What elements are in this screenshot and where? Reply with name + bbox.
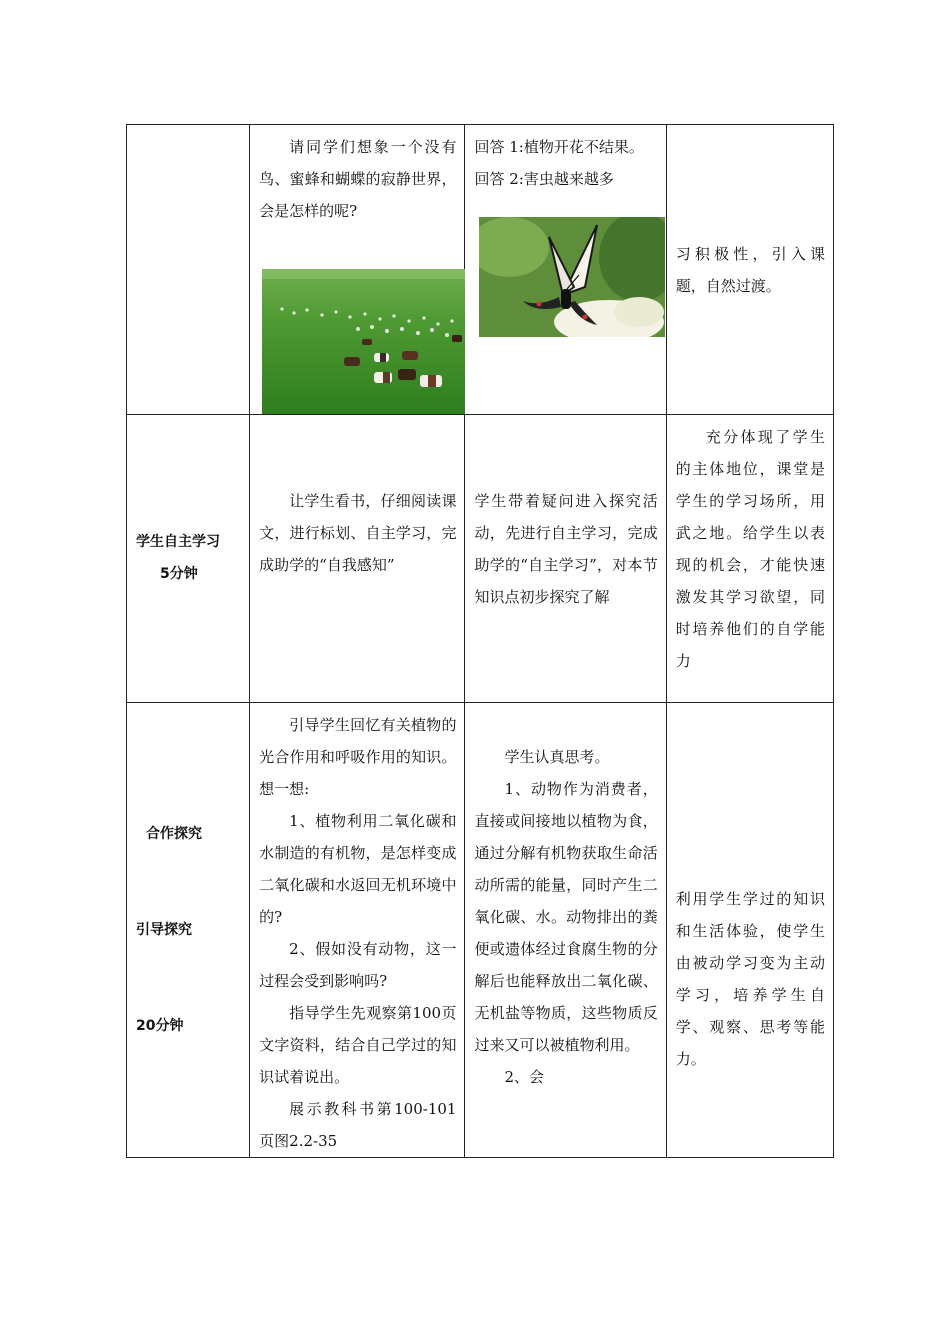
design-intent-cell bbox=[666, 125, 833, 415]
table-row bbox=[127, 125, 834, 415]
stage-duration: 5分钟 bbox=[160, 566, 198, 582]
teacher-text: 引导学生回忆有关植物的光合作用和呼吸作用的知识。想一想: bbox=[259, 716, 457, 798]
teacher-text: 让学生看书，仔细阅读课文，进行标划、自主学习，完成助学的“自我感知” bbox=[259, 492, 457, 574]
teacher-activity-cell bbox=[250, 125, 465, 415]
teacher-text: 展示教科书第100-101页图2.2-35 bbox=[259, 1100, 457, 1150]
teacher-activity-cell bbox=[250, 415, 465, 703]
student-text: 回答 1:植物开花不结果。 bbox=[474, 138, 644, 156]
stage-label: 合作探究 bbox=[146, 826, 202, 842]
teacher-text: 指导学生先观察第100页文字资料，结合自己学过的知识试着说出。 bbox=[259, 1004, 457, 1086]
table-row bbox=[127, 703, 834, 1158]
stage-duration: 20分钟 bbox=[136, 1018, 184, 1034]
student-text: 2、会 bbox=[504, 1068, 545, 1086]
teacher-text: 2、假如没有动物，这一过程会受到影响吗? bbox=[259, 940, 457, 990]
butterfly-image bbox=[479, 217, 665, 337]
student-text: 学生认真思考。 bbox=[504, 748, 610, 766]
table-row bbox=[127, 415, 834, 703]
student-text: 学生带着疑问进入探究活动，先进行自主学习，完成助学的“自主学习”，对本节知识点初步探究了解 bbox=[474, 492, 658, 606]
student-activity-cell bbox=[465, 703, 666, 1158]
design-intent-cell bbox=[666, 415, 833, 703]
stage-cell bbox=[127, 703, 250, 1158]
student-text: 1、动物作为消费者，直接或间接地以植物为食，通过分解有机物获取生命活动所需的能量，同时产生二氧化碳、水。动物排出的粪便或遗体经过食腐生物的分解后也能释放出二氧化碳、无机盐等物质，这些物质反过来又可以被植物利用。 bbox=[474, 780, 658, 1054]
teacher-text: 1、植物利用二氧化碳和水制造的有机物，是怎样变成二氧化碳和水返回无机环境中的? bbox=[259, 812, 457, 926]
student-text: 回答 2:害虫越来越多 bbox=[474, 170, 614, 188]
stage-cell bbox=[127, 125, 250, 415]
teacher-activity-cell bbox=[250, 703, 465, 1158]
teacher-text: 请同学们想象一个没有鸟、蜜蜂和蝴蝶的寂静世界，会是怎样的呢? bbox=[259, 138, 457, 220]
grassland-image bbox=[262, 269, 465, 414]
intent-text: 利用学生学过的知识和生活体验，使学生由被动学习变为主动学习，培养学生自学、观察、思考等能力。 bbox=[675, 890, 825, 1068]
design-intent-cell bbox=[666, 703, 833, 1158]
intent-text: 充分体现了学生的主体地位，课堂是学生的学习场所，用武之地。给学生以表现的机会，才能快速激发其学习欲望，同时培养他们的自学能力 bbox=[675, 428, 825, 670]
stage-label: 学生自主学习 bbox=[136, 534, 220, 550]
stage-cell bbox=[127, 415, 250, 703]
student-activity-cell bbox=[465, 415, 666, 703]
intent-text: 习积极性，引入课题，自然过渡。 bbox=[675, 245, 825, 295]
stage-label: 引导探究 bbox=[136, 922, 192, 938]
student-activity-cell bbox=[465, 125, 666, 415]
lesson-plan-table bbox=[126, 124, 834, 1158]
